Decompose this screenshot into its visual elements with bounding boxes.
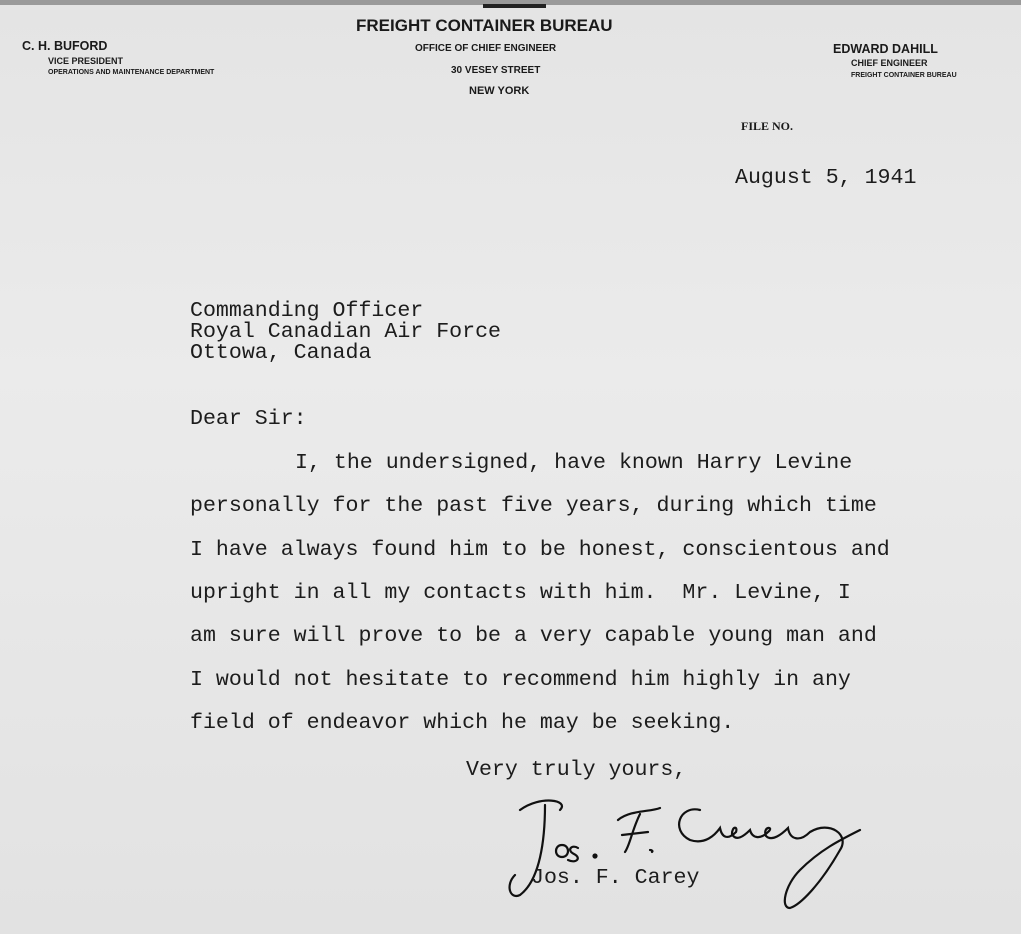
body-line: I, the undersigned, have known Harry Levine: [295, 451, 853, 475]
body-line: personally for the past five years, during which time: [190, 494, 877, 518]
organization-title: FREIGHT CONTAINER BUREAU: [356, 16, 613, 35]
file-no-label: FILE NO.: [741, 119, 794, 133]
body-line: I have always found him to be honest, conscientous and: [190, 538, 890, 562]
recipient-line: Commanding Officer: [190, 299, 424, 323]
recipient-line: Ottowa, Canada: [190, 341, 372, 365]
body-line: am sure will prove to be a very capable young man and: [190, 624, 877, 648]
recipient-line: Royal Canadian Air Force: [190, 320, 502, 344]
right-officer-name: EDWARD DAHILL: [833, 42, 938, 56]
left-officer-department: OPERATIONS AND MAINTENANCE DEPARTMENT: [48, 69, 215, 76]
closing: Very truly yours,: [466, 758, 687, 782]
street-line: 30 VESEY STREET: [451, 65, 541, 76]
left-officer-title: VICE PRESIDENT: [48, 56, 124, 66]
office-line: OFFICE OF CHIEF ENGINEER: [415, 43, 557, 54]
right-officer-title: CHIEF ENGINEER: [851, 58, 928, 68]
signer-name: Jos. F. Carey: [531, 866, 700, 890]
right-officer-department: FREIGHT CONTAINER BUREAU: [851, 72, 957, 79]
body-line: I would not hesitate to recommend him highly in any: [190, 668, 851, 692]
body-line: upright in all my contacts with him. Mr. Levine, I: [190, 581, 851, 605]
salutation: Dear Sir:: [190, 407, 307, 431]
signature: [500, 790, 870, 920]
left-officer-name: C. H. BUFORD: [22, 39, 108, 53]
body-line: field of endeavor which he may be seeking.: [190, 711, 735, 735]
letter-date: August 5, 1941: [735, 166, 917, 190]
header-rule: [483, 4, 546, 8]
city-line: NEW YORK: [469, 85, 530, 97]
